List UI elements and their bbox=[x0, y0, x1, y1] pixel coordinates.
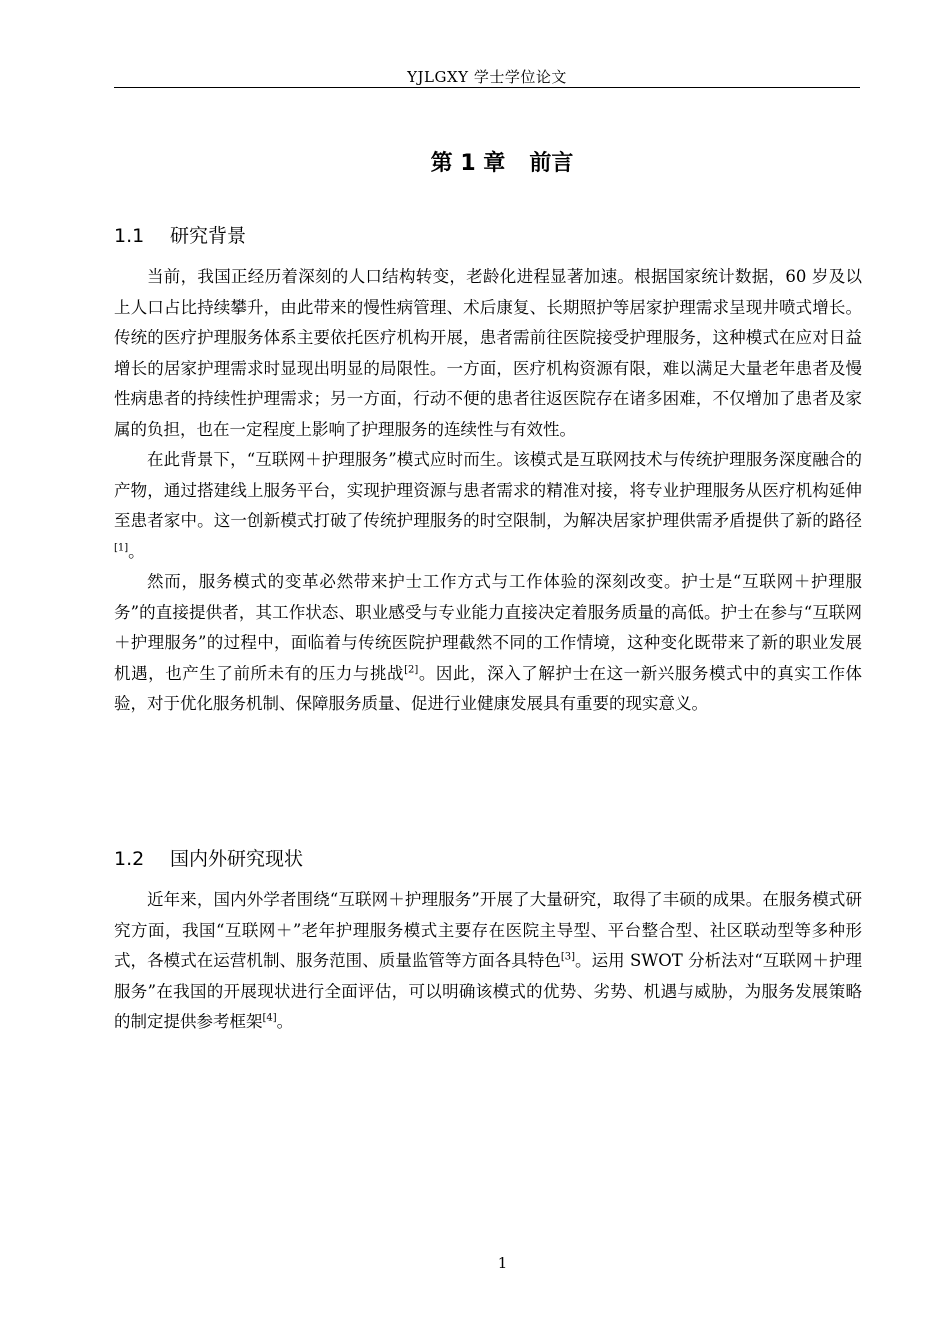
paragraph bbox=[114, 445, 862, 567]
citation-ref: [4] bbox=[262, 1012, 277, 1024]
section-body bbox=[114, 885, 862, 1038]
paragraph-text: 近年来，国内外学者围绕“互联网＋护理服务”开展了大量研究，取得了丰硕的成果。在服务模式研究方面，我国“互联网＋”老年护理服务模式主要存在医院主导型、平台整合型、社区联动型等多种形式，各模式在运营机制、服务范围、质量监管等方面各具特色 bbox=[114, 890, 862, 970]
paragraph-text: 在此背景下，“互联网＋护理服务”模式应时而生。该模式是互联网技术与传统护理服务深度融合的产物，通过搭建线上服务平台，实现护理资源与患者需求的精准对接，将专业护理服务从医疗机构延伸至患者家中。这一创新模式打破了传统护理服务的时空限制，为解决居家护理供需矛盾提供了新的路径 bbox=[114, 450, 862, 530]
paragraph-text: 。因此，深入了解护士在这一新兴服务模式中的真实工作体验，对于优化服务机制、保障服务质量、促进行业健康发展具有重要的现实意义。 bbox=[114, 663, 863, 713]
citation-ref: [2] bbox=[404, 664, 419, 675]
section-heading bbox=[114, 221, 246, 248]
citation-ref: [3] bbox=[560, 951, 575, 963]
paragraph-text: 。运用 SWOT 分析法对“互联网＋护理服务”在我国的开展现状进行全面评估，可以明确该模式的优势、劣势、机遇与威胁，为服务发展策略的制定提供参考框架 bbox=[114, 951, 862, 1031]
section-number: 1.2 bbox=[114, 848, 145, 870]
section-number: 1.1 bbox=[114, 225, 145, 247]
page-number: 1 bbox=[497, 1254, 508, 1272]
running-head: YJLGXY 学士学位论文 bbox=[407, 68, 567, 86]
section-title: 国内外研究现状 bbox=[170, 848, 304, 870]
section-heading bbox=[114, 844, 303, 871]
paragraph-text: 。 bbox=[128, 541, 145, 561]
chapter-number: 第 1 章 bbox=[430, 151, 506, 176]
section-title: 研究背景 bbox=[170, 225, 247, 247]
paragraph bbox=[114, 885, 862, 1038]
chapter-title bbox=[114, 146, 890, 177]
section-body bbox=[114, 262, 862, 720]
paragraph-text: 然而，服务模式的变革必然带来护士工作方式与工作体验的深刻改变。护士是“互联网＋护理服务”的直接提供者，其工作状态、职业感受与专业能力直接决定着服务质量的高低。护士在参与“互联网＋护理服务”的过程中，面临着与传统医院护理截然不同的工作情境，这种变化既带来了新的职业发展机遇，也产生了前所未有的压力与挑战 bbox=[114, 572, 862, 683]
header-rule bbox=[114, 87, 860, 88]
chapter-name: 前言 bbox=[529, 151, 574, 176]
citation-ref: [1] bbox=[114, 542, 129, 553]
paragraph bbox=[114, 567, 862, 720]
paragraph bbox=[114, 262, 862, 445]
paragraph-text: 当前，我国正经历着深刻的人口结构转变，老龄化进程显著加速。根据国家统计数据，60 岁及以上人口占比持续攀升，由此带来的慢性病管理、术后康复、长期照护等居家护理需求呈现井喷式增长。传统的医疗护理服务体系主要依托医疗机构开展，患者需前往医院接受护理服务，这种模式在应对日益增长的居家护理需求时显现出明显的局限性。一方面，医疗机构资源有限，难以满足大量老年患者及慢性病患者的持续性护理需求；另一方面，行动不便的患者往返医院存在诸多困难，不仅增加了患者及家属的负担，也在一定程度上影响了护理服务的连续性与有效性。 bbox=[114, 267, 862, 439]
paragraph-text: 。 bbox=[276, 1012, 294, 1031]
